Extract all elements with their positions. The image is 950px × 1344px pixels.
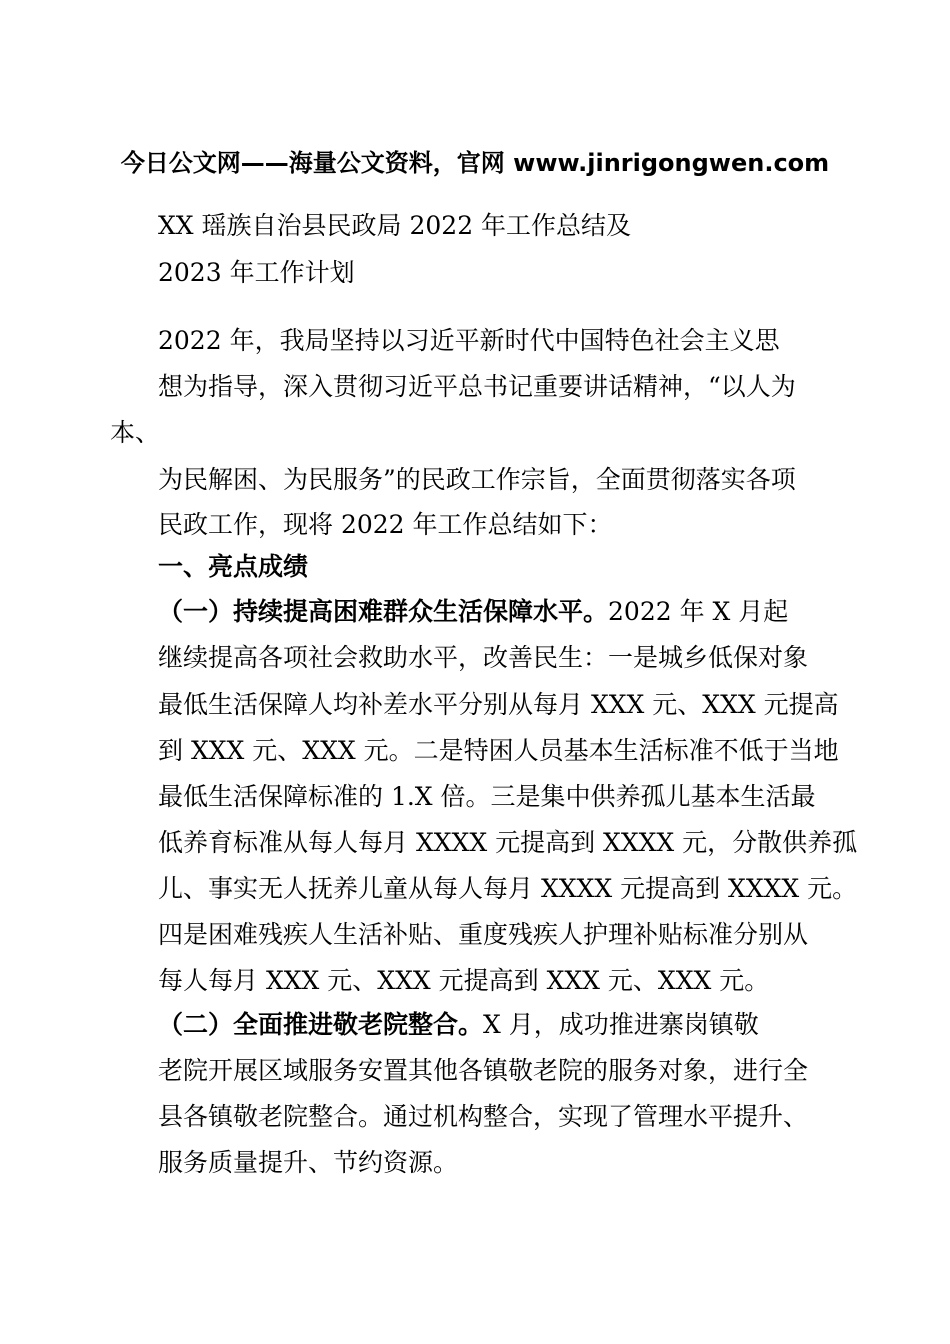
- section-heading: 一、亮点成绩: [158, 552, 309, 581]
- intro-line: 为民解困、为民服务”的民政工作宗旨，全面贯彻落实各项: [158, 465, 796, 494]
- item1-heading-line: [158, 597, 788, 627]
- item2-line: 老院开展区域服务安置其他各镇敬老院的服务对象，进行全: [158, 1056, 809, 1085]
- item1-line: 最低生活保障人均补差水平分别从每月 XXX 元、XXX 元提高: [158, 690, 839, 719]
- item2-line: 服务质量提升、节约资源。: [158, 1148, 459, 1177]
- item2-heading-line: [158, 1010, 759, 1040]
- intro-line: 民政工作，现将 2022 年工作总结如下：: [158, 510, 613, 539]
- document-title-line-1: XX 瑶族自治县民政局 2022 年工作总结及: [158, 211, 632, 240]
- item1-line: 每人每月 XXX 元、XXX 元提高到 XXX 元、XXX 元。: [158, 966, 770, 995]
- item2-heading-tail: X 月，成功推进寨岗镇敬: [483, 1010, 759, 1039]
- item2-heading: （二）全面推进敬老院整合。: [158, 1010, 484, 1039]
- item1-heading: （一）持续提高困难群众生活保障水平。: [158, 597, 609, 626]
- item1-line: 到 XXX 元、XXX 元。二是特困人员基本生活标准不低于当地: [158, 736, 839, 765]
- intro-line: 2022 年，我局坚持以习近平新时代中国特色社会主义思: [158, 326, 780, 355]
- site-header: 今日公文网——海量公文资料，官网 www.jinrigongwen.com: [120, 149, 830, 177]
- item1-line: 儿、事实无人抚养儿童从每人每月 XXXX 元提高到 XXXX 元。: [158, 874, 858, 903]
- item1-heading-tail: 2022 年 X 月起: [608, 597, 789, 626]
- item1-line: 最低生活保障标准的 1.X 倍。三是集中供养孤儿基本生活最: [158, 782, 816, 811]
- document-title-line-2: 2023 年工作计划: [158, 258, 355, 287]
- item1-line: 低养育标准从每人每月 XXXX 元提高到 XXXX 元，分散供养孤: [158, 828, 858, 857]
- item2-line: 县各镇敬老院整合。通过机构整合，实现了管理水平提升、: [158, 1102, 809, 1131]
- intro-line: 想为指导，深入贯彻习近平总书记重要讲话精神，“以人为: [158, 372, 796, 401]
- item1-line: 继续提高各项社会救助水平，改善民生：一是城乡低保对象: [158, 643, 809, 672]
- item1-line: 四是困难残疾人生活补贴、重度残疾人护理补贴标准分别从: [158, 920, 809, 949]
- intro-line: 本、: [110, 418, 161, 447]
